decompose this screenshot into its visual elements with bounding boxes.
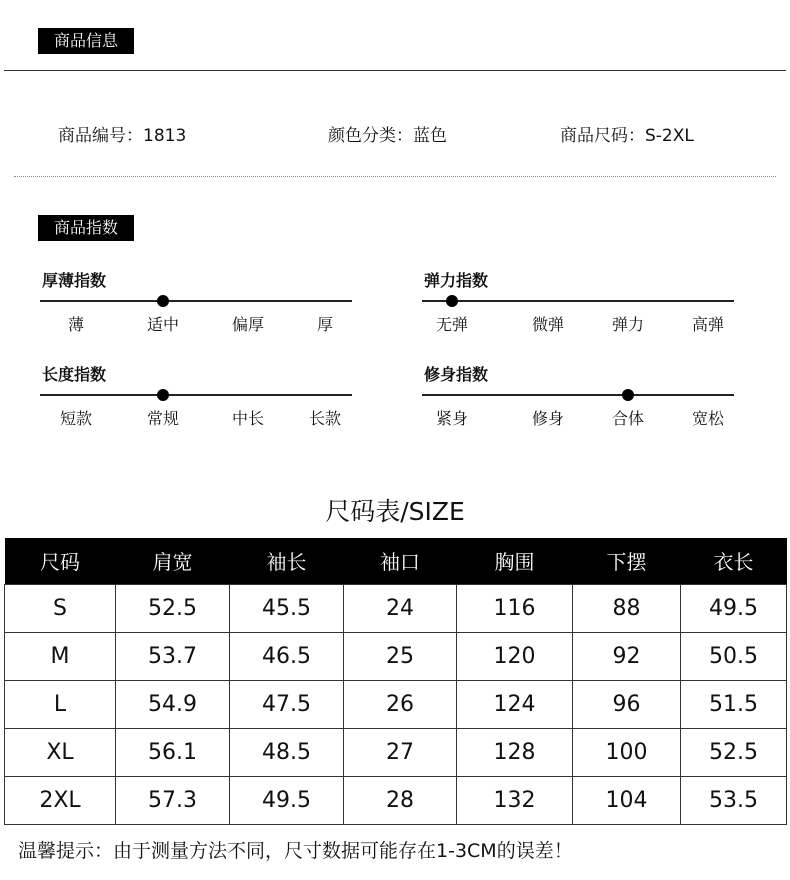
table-cell: 53.7 [116,632,230,680]
table-cell: 88 [573,584,681,632]
product-number-label: 商品编号： [58,126,143,146]
table-cell: 120 [457,632,573,680]
scale-option: 合体 [611,409,644,428]
scale-title: 弹力指数 [424,271,489,290]
scale-marker-dot [157,295,169,307]
table-cell: S [5,584,116,632]
size-table [4,538,787,825]
header-size: 尺码 [5,538,116,584]
fit-scale [422,362,734,432]
table-cell: 104 [573,776,681,824]
table-cell: 96 [573,680,681,728]
table-cell: 2XL [5,776,116,824]
table-row [5,776,787,824]
product-index-tag: 商品指数 [38,215,134,241]
scale-marker-dot [157,389,169,401]
table-cell: 26 [344,680,457,728]
color-category-label: 颜色分类： [328,126,413,146]
scale-option: 短款 [59,409,92,428]
scale-option: 修身 [531,409,564,428]
table-cell: 52.5 [116,584,230,632]
table-cell: 28 [344,776,457,824]
product-size-range-label: 商品尺码： [560,126,645,146]
scale-track [40,394,352,396]
scale-option: 薄 [67,315,84,334]
elasticity-scale [422,268,734,338]
scale-track [422,300,734,302]
scale-option: 高弹 [691,315,724,334]
table-cell: 92 [573,632,681,680]
table-cell: M [5,632,116,680]
color-category-value: 蓝色 [413,126,447,146]
thickness-scale [40,268,352,338]
scale-option: 长款 [308,409,341,428]
table-cell: 47.5 [230,680,344,728]
table-cell: 49.5 [681,584,787,632]
table-cell: 45.5 [230,584,344,632]
scale-option: 宽松 [691,409,724,428]
table-cell: 128 [457,728,573,776]
table-cell: 100 [573,728,681,776]
table-cell: 48.5 [230,728,344,776]
scale-option: 厚 [316,315,333,334]
product-number [58,121,186,146]
scale-track [40,300,352,302]
header-sleeve-length: 袖长 [230,538,344,584]
table-cell: 25 [344,632,457,680]
table-cell: 57.3 [116,776,230,824]
scale-title: 修身指数 [424,365,489,384]
product-size-range [560,121,694,146]
header-chest: 胸围 [457,538,573,584]
table-cell: 27 [344,728,457,776]
table-cell: 46.5 [230,632,344,680]
table-cell: XL [5,728,116,776]
scale-option: 偏厚 [231,315,264,334]
header-cuff: 袖口 [344,538,457,584]
scale-option: 适中 [146,315,179,334]
scale-option: 紧身 [435,409,468,428]
size-table-header-row [5,538,787,584]
table-row [5,584,787,632]
table-cell: 56.1 [116,728,230,776]
scale-option: 无弹 [435,315,468,334]
length-scale [40,362,352,432]
table-cell: 52.5 [681,728,787,776]
size-chart-title: 尺码表/SIZE [325,497,465,526]
dotted-divider [14,176,776,177]
table-cell: 132 [457,776,573,824]
scale-marker-dot [622,389,634,401]
scale-option: 弹力 [611,315,644,334]
scale-title: 厚薄指数 [42,271,107,290]
section-divider [4,70,786,71]
table-cell: 49.5 [230,776,344,824]
scale-track [422,394,734,396]
scale-option: 微弹 [531,315,564,334]
measurement-tip: 温馨提示：由于测量方法不同，尺寸数据可能存在1-3CM的误差！ [18,840,573,862]
scale-option: 中长 [231,409,264,428]
table-cell: 51.5 [681,680,787,728]
header-hem: 下摆 [573,538,681,584]
product-info-tag: 商品信息 [38,28,134,54]
header-length: 衣长 [681,538,787,584]
product-number-value: 1813 [143,126,187,146]
scale-marker-dot [446,295,458,307]
table-cell: 53.5 [681,776,787,824]
table-row [5,680,787,728]
table-row [5,632,787,680]
scale-option: 常规 [146,409,179,428]
table-row [5,728,787,776]
product-size-range-value: S-2XL [645,126,694,146]
table-cell: 54.9 [116,680,230,728]
table-cell: 124 [457,680,573,728]
table-cell: 24 [344,584,457,632]
table-cell: 50.5 [681,632,787,680]
scale-title: 长度指数 [42,365,107,384]
table-cell: L [5,680,116,728]
table-cell: 116 [457,584,573,632]
color-category [328,121,447,146]
header-shoulder: 肩宽 [116,538,230,584]
